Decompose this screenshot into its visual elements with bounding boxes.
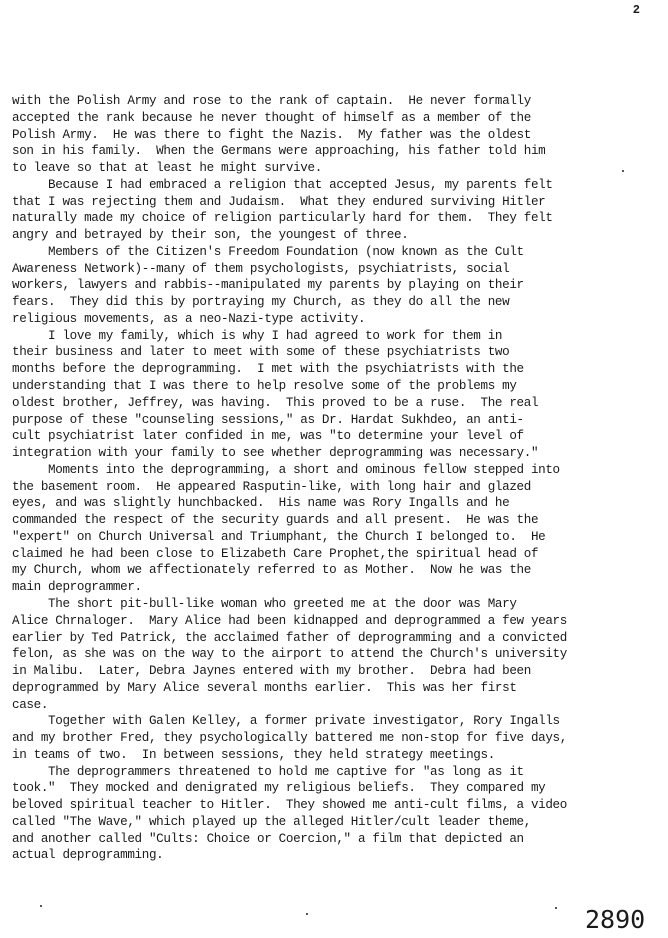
text-line: beloved spiritual teacher to Hitler. They showed me anti-cult films, a video — [12, 798, 567, 813]
text-line: the basement room. He appeared Rasputin-like, with long hair and glazed — [12, 479, 531, 494]
text-line: Awareness Network)--many of them psychologists, psychiatrists, social — [12, 261, 510, 276]
scan-speck — [555, 907, 557, 909]
text-line: cult psychiatrist later confided in me, was "to determine your level of — [12, 429, 524, 444]
text-line: The short pit-bull-like woman who greeted me at the door was Mary — [12, 596, 517, 611]
bates-number: 2890 — [585, 905, 646, 934]
text-line: felon, as she was on the way to the airport to attend the Church's university — [12, 647, 567, 662]
text-line: claimed he had been close to Elizabeth Care Prophet,the spiritual head of — [12, 546, 539, 561]
text-line: I love my family, which is why I had agreed to work for them in — [12, 328, 503, 343]
text-line: integration with your family to see whether deprogramming was necessary." — [12, 446, 539, 461]
text-line: religious movements, as a neo-Nazi-type activity. — [12, 311, 366, 326]
text-line: and my brother Fred, they psychologically battered me non-stop for five days, — [12, 731, 567, 746]
document-body — [12, 93, 664, 864]
text-line: eyes, and was slightly hunchbacked. His name was Rory Ingalls and he — [12, 496, 510, 511]
text-line: Members of the Citizen's Freedom Foundation (now known as the Cult — [12, 244, 524, 259]
text-line: understanding that I was there to help resolve some of the problems my — [12, 379, 517, 394]
text-line: in teams of two. In between sessions, they held strategy meetings. — [12, 747, 495, 762]
text-line: Together with Galen Kelley, a former private investigator, Rory Ingalls — [12, 714, 560, 729]
text-line: son in his family. When the Germans were approaching, his father told him — [12, 144, 546, 159]
text-line: case. — [12, 697, 49, 712]
text-line: their business and later to meet with some of these psychiatrists two — [12, 345, 510, 360]
page-number: 2 — [632, 3, 640, 17]
text-line: earlier by Ted Patrick, the acclaimed father of deprogramming and a convicted — [12, 630, 567, 645]
text-line: naturally made my choice of religion particularly hard for them. They felt — [12, 211, 553, 226]
text-line: "expert" on Church Universal and Triumphant, the Church I belonged to. He — [12, 529, 546, 544]
text-line: Polish Army. He was there to fight the Nazis. My father was the oldest — [12, 127, 531, 142]
text-line: and another called "Cults: Choice or Coercion," a film that depicted an — [12, 831, 524, 846]
text-line: months before the deprogramming. I met with the psychiatrists with the — [12, 362, 524, 377]
text-line: to leave so that at least he might survive. — [12, 161, 322, 176]
text-line: in Malibu. Later, Debra Jaynes entered with my brother. Debra had been — [12, 664, 531, 679]
text-line: Because I had embraced a religion that accepted Jesus, my parents felt — [12, 177, 553, 192]
text-line: main deprogrammer. — [12, 580, 142, 595]
text-line: deprogrammed by Mary Alice several months earlier. This was her first — [12, 680, 517, 695]
text-line: workers, lawyers and rabbis--manipulated my parents by playing on their — [12, 278, 524, 293]
text-line: accepted the rank because he never thought of himself as a member of the — [12, 110, 531, 125]
text-line: purpose of these "counseling sessions," as Dr. Hardat Sukhdeo, an anti- — [12, 412, 524, 427]
text-line: The deprogrammers threatened to hold me captive for "as long as it — [12, 764, 524, 779]
text-line: commanded the respect of the security guards and all present. He was the — [12, 513, 539, 528]
text-line: actual deprogramming. — [12, 848, 164, 863]
scan-speck — [622, 170, 624, 172]
scan-speck — [40, 905, 42, 907]
scan-speck — [306, 913, 308, 915]
text-line: called "The Wave," which played up the alleged Hitler/cult leader theme, — [12, 814, 531, 829]
text-line: my Church, whom we affectionately referred to as Mother. Now he was the — [12, 563, 531, 578]
text-line: that I was rejecting them and Judaism. What they endured surviving Hitler — [12, 194, 546, 209]
text-line: fears. They did this by portraying my Church, as they do all the new — [12, 295, 510, 310]
text-line: oldest brother, Jeffrey, was having. This proved to be a ruse. The real — [12, 395, 539, 410]
text-line: angry and betrayed by their son, the youngest of three. — [12, 228, 409, 243]
text-line: Moments into the deprogramming, a short and ominous fellow stepped into — [12, 462, 560, 477]
text-line: took." They mocked and denigrated my religious beliefs. They compared my — [12, 781, 546, 796]
text-line: Alice Chrnaloger. Mary Alice had been kidnapped and deprogrammed a few years — [12, 613, 567, 628]
text-line: with the Polish Army and rose to the rank of captain. He never formally — [12, 94, 531, 108]
